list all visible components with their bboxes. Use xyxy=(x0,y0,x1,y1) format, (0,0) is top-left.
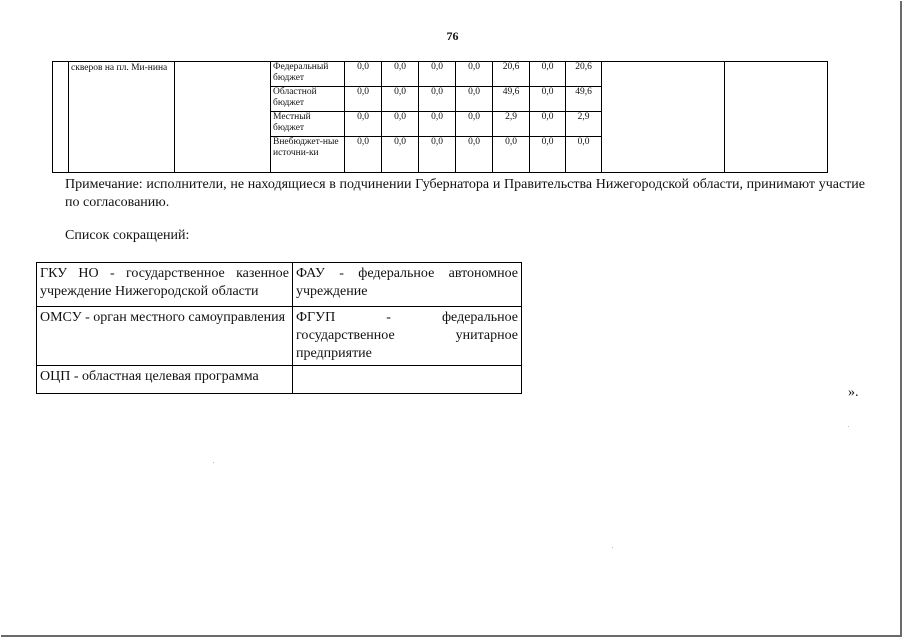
scan-speck xyxy=(213,462,214,463)
value-cell: 0,0 xyxy=(345,112,382,137)
abbreviation-cell: ФГУП - федеральное государственное унитарное предприятие xyxy=(293,307,522,366)
value-cell: 20,6 xyxy=(493,62,530,87)
value-cell: 20,6 xyxy=(566,62,602,87)
abbreviation-cell: ОЦП - областная целевая программа xyxy=(37,366,293,394)
table-row xyxy=(53,62,828,87)
value-cell: 0,0 xyxy=(456,112,493,137)
value-cell: 2,9 xyxy=(566,112,602,137)
abbreviations-title: Список сокращений: xyxy=(65,228,190,243)
funding-source: Областной бюджет xyxy=(271,87,345,112)
scan-speck xyxy=(848,426,849,427)
abbreviation-row xyxy=(37,366,522,394)
value-cell: 0,0 xyxy=(456,87,493,112)
page-number: 76 xyxy=(446,29,459,43)
closing-quote: ». xyxy=(848,385,859,400)
value-cell: 0,0 xyxy=(382,62,419,87)
value-cell: 0,0 xyxy=(456,62,493,87)
funding-source: Внебюджет-ные источни-ки xyxy=(271,137,345,173)
empty-number-cell xyxy=(53,62,69,173)
value-cell: 0,0 xyxy=(345,137,382,173)
value-cell: 0,0 xyxy=(456,137,493,173)
value-cell: 2,9 xyxy=(493,112,530,137)
funding-source: Федеральный бюджет xyxy=(271,62,345,87)
funding-source: Местный бюджет xyxy=(271,112,345,137)
value-cell: 0,0 xyxy=(419,87,456,112)
abbreviation-row xyxy=(37,307,522,366)
value-cell: 0,0 xyxy=(419,137,456,173)
value-cell: 0,0 xyxy=(530,112,566,137)
value-cell: 0,0 xyxy=(382,137,419,173)
value-cell: 0,0 xyxy=(493,137,530,173)
executor-cell xyxy=(175,62,271,173)
value-cell: 0,0 xyxy=(382,87,419,112)
value-cell: 0,0 xyxy=(382,112,419,137)
note-text: Примечание: исполнители, не находящиеся в подчинении Губернатора и Правительства Нижегородской области, принимают участие по согласованию. xyxy=(65,177,865,210)
abbreviation-cell xyxy=(293,366,522,394)
value-cell: 0,0 xyxy=(530,62,566,87)
value-cell: 0,0 xyxy=(530,87,566,112)
value-cell: 49,6 xyxy=(493,87,530,112)
abbreviation-cell: ОМСУ - орган местного самоуправления xyxy=(37,307,293,366)
note-paragraph xyxy=(37,176,865,212)
value-cell: 0,0 xyxy=(419,62,456,87)
value-cell: 0,0 xyxy=(566,137,602,173)
indicator-cell xyxy=(602,62,725,173)
scan-speck xyxy=(612,547,613,548)
object-cell: скверов на пл. Ми-нина xyxy=(69,62,175,173)
value-cell: 0,0 xyxy=(530,137,566,173)
result-cell xyxy=(725,62,828,173)
value-cell: 49,6 xyxy=(566,87,602,112)
value-cell: 0,0 xyxy=(419,112,456,137)
value-cell: 0,0 xyxy=(345,87,382,112)
abbreviation-cell: ГКУ НО - государственное казенное учреждение Нижегородской области xyxy=(37,263,293,307)
abbreviation-row xyxy=(37,263,522,307)
financing-table xyxy=(52,61,828,173)
value-cell: 0,0 xyxy=(345,62,382,87)
abbreviation-cell: ФАУ - федеральное автономное учреждение xyxy=(293,263,522,307)
abbreviations-table xyxy=(36,262,522,394)
